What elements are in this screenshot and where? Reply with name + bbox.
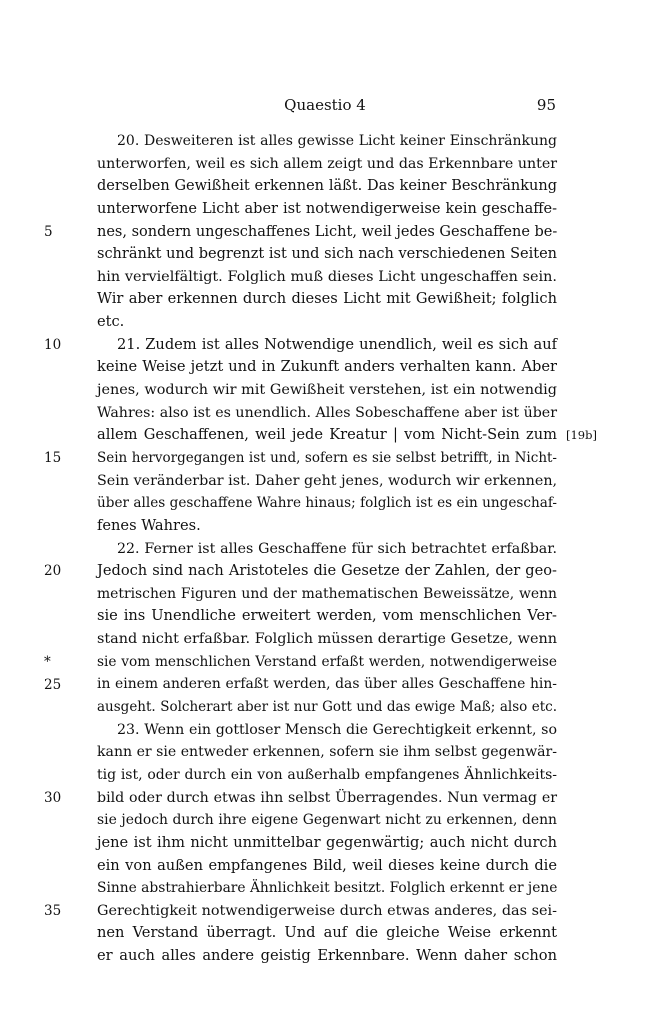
text-line: tig ist, oder durch ein von außerhalb empfangenes Ähnlichkeits- <box>97 766 557 783</box>
text-line: nes, sondern ungeschaffenes Licht, weil jedes Geschaffene be- <box>97 223 558 240</box>
text-line: keine Weise jetzt und in Zukunft anders verhalten kann. Aber <box>97 358 557 376</box>
text-line: kann er sie entweder erkennen, sofern sie ihm selbst gegenwär- <box>97 744 558 761</box>
text-line: fenes Wahres. <box>97 516 201 534</box>
line-number-30: 30 <box>44 789 62 806</box>
line-number-5: 5 <box>44 223 53 240</box>
body-text <box>97 130 557 968</box>
text-line: Sein hervorgegangen ist und, sofern es sie selbst betrifft, in Nicht- <box>97 449 557 466</box>
text-line: bild oder durch etwas ihn selbst Überragendes. Nun vermag er <box>97 789 557 806</box>
text-line: stand nicht erfaßbar. Folglich müssen derartige Gesetze, wenn <box>97 631 557 648</box>
running-head-title: Quaestio 4 <box>284 96 366 114</box>
text-line: Jedoch sind nach Aristoteles die Gesetze der Zahlen, der geo- <box>97 562 557 580</box>
line-number-10: 10 <box>44 336 62 353</box>
text-line: 22. Ferner ist alles Geschaffene für sich betrachtet erfaßbar. <box>117 540 557 557</box>
text-line: jenes, wodurch wir mit Gewißheit verstehen, ist ein notwendig <box>97 382 557 399</box>
text-line: über alles geschaffene Wahre hinaus; folglich ist es ein ungeschaf- <box>97 495 557 512</box>
text-line: derselben Gewißheit erkennen läßt. Das keiner Beschränkung <box>97 178 557 195</box>
line-number-15: 15 <box>44 450 62 467</box>
page-number: 95 <box>536 96 556 114</box>
line-number-35: 35 <box>44 903 62 920</box>
text-line: jene ist ihm nicht unmittelbar gegenwärtig; auch nicht durch <box>97 833 557 851</box>
text-line: sie vom menschlichen Verstand erfaßt werden, notwendigerweise <box>97 653 557 670</box>
text-line: ausgeht. Solcherart aber ist nur Gott und das ewige Maß; also etc. <box>97 699 557 716</box>
text-line: metrischen Figuren und der mathematischen Beweissätze, wenn <box>97 585 557 602</box>
text-line: unterworfene Licht aber ist notwendigerweise kein geschaffe- <box>97 200 557 217</box>
text-line: 20. Desweiteren ist alles gewisse Licht keiner Einschränkung <box>117 133 557 149</box>
text-line: unterworfen, weil es sich allem zeigt und das Erkennbare unter <box>97 155 557 172</box>
text-line: schränkt und begrenzt ist und sich nach verschiedenen Seiten <box>97 246 557 263</box>
text-line: 21. Zudem ist alles Notwendige unendlich, weil es sich auf <box>117 335 557 353</box>
folio-reference: [19b] <box>566 428 597 443</box>
text-line: Gerechtigkeit notwendigerweise durch etwas anderes, das sei- <box>97 902 557 919</box>
text-line: sie jedoch durch ihre eigene Gegenwart nicht zu erkennen, denn <box>97 812 557 829</box>
text-line: Sinne abstrahierbare Ähnlichkeit besitzt. Folglich erkennt er jene <box>97 880 558 897</box>
text-line: Sein veränderbar ist. Daher geht jenes, wodurch wir erkennen, <box>97 472 558 489</box>
line-number-20: 20 <box>44 563 62 580</box>
text-line: sie ins Unendliche erweitert werden, vom menschlichen Ver- <box>97 607 557 625</box>
text-line: ein von außen empfangenes Bild, weil dieses keine durch die <box>97 856 557 874</box>
text-line: etc. <box>97 313 125 331</box>
text-line: nen Verstand überragt. Und auf die gleiche Weise erkennt <box>97 924 557 942</box>
text-line: allem Geschaffenen, weil jede Kreatur | vom Nicht-Sein zum <box>97 426 557 444</box>
line-number-25: 25 <box>44 676 62 693</box>
text-line: 23. Wenn ein gottloser Mensch die Gerechtigkeit erkennt, so <box>117 721 557 738</box>
text-line: hin vervielfältigt. Folglich muß dieses Licht ungeschaffen sein. <box>97 268 557 285</box>
asterisk-marker: * <box>44 653 51 670</box>
text-line: Wir aber erkennen durch dieses Licht mit Gewißheit; folglich <box>97 290 557 308</box>
text-line: er auch alles andere geistig Erkennbare. Wenn daher schon <box>97 947 557 965</box>
text-line: in einem anderen erfaßt werden, das über alles Geschaffene hin- <box>97 676 557 693</box>
text-line: Wahres: also ist es unendlich. Alles Sobeschaffene aber ist über <box>97 404 557 421</box>
